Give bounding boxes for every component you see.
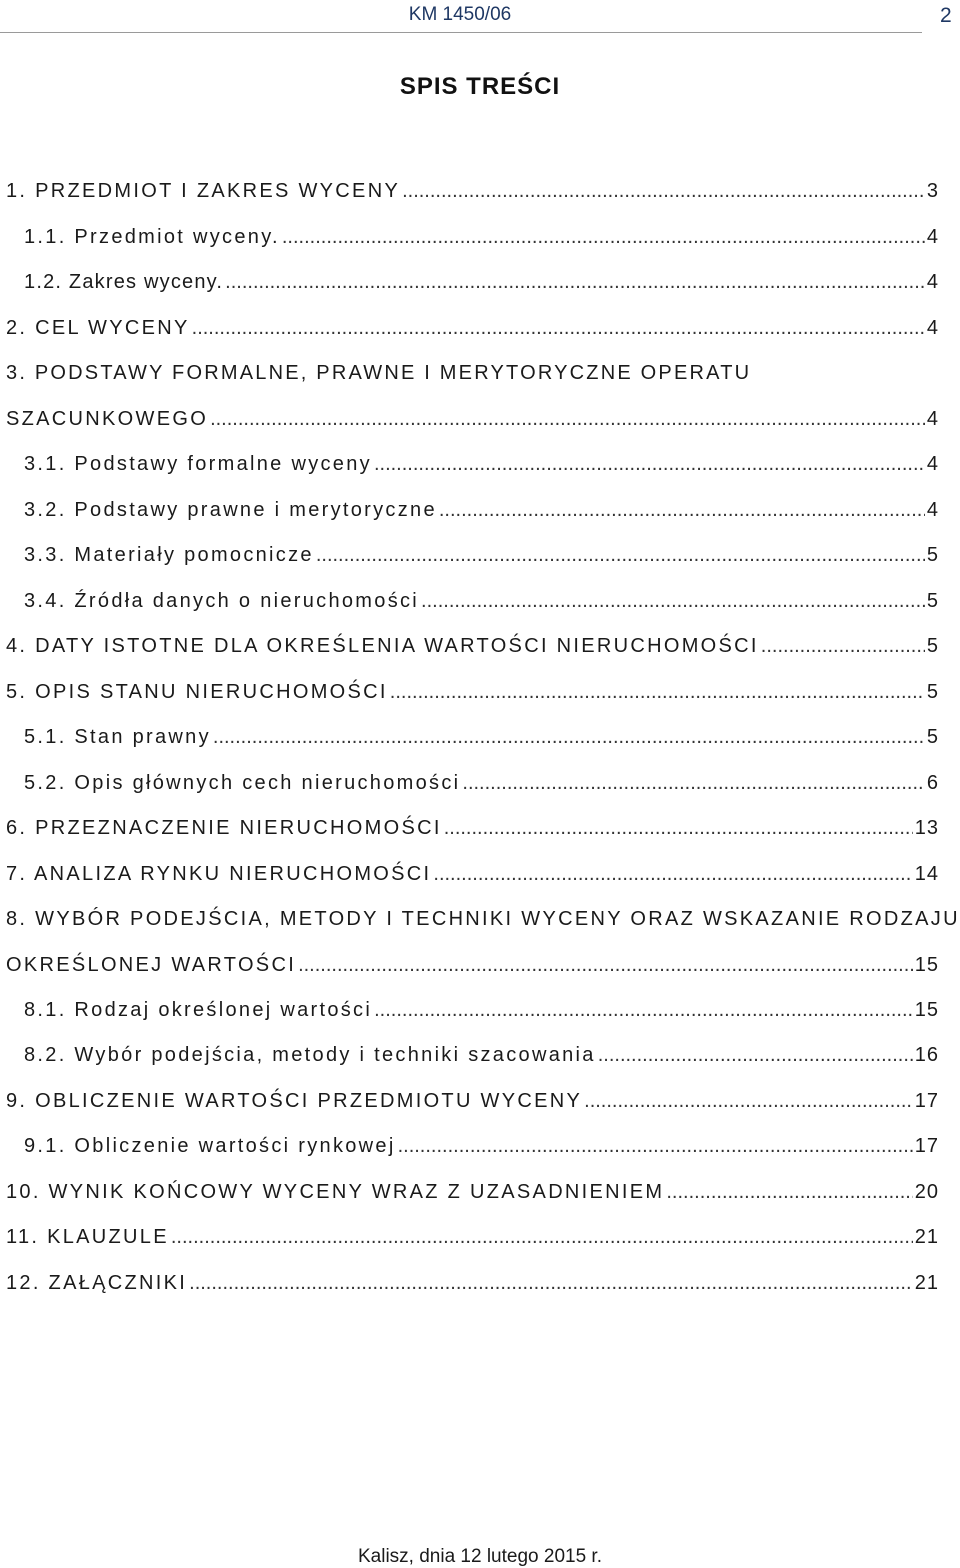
toc-entry-page: 5 bbox=[926, 681, 939, 703]
dot-leader bbox=[225, 270, 925, 294]
toc-entry[interactable] bbox=[24, 215, 939, 249]
dot-leader bbox=[439, 498, 925, 522]
toc-entry-label: 3.2. Podstawy prawne i merytoryczne bbox=[24, 499, 437, 521]
toc-entry-page: 5 bbox=[926, 544, 939, 566]
toc-entry[interactable] bbox=[24, 1124, 939, 1158]
toc-entry-page: 15 bbox=[914, 999, 939, 1021]
dot-leader bbox=[213, 725, 925, 749]
dot-leader bbox=[584, 1089, 913, 1113]
dot-leader bbox=[210, 407, 925, 431]
dot-leader bbox=[666, 1180, 912, 1204]
toc-entry-page: 4 bbox=[926, 499, 939, 521]
page-number: 2 bbox=[940, 4, 952, 27]
toc-entry-page: 15 bbox=[914, 954, 939, 976]
toc-entry-page: 4 bbox=[926, 453, 939, 475]
toc-entry[interactable] bbox=[6, 624, 939, 658]
dot-leader bbox=[398, 1134, 913, 1158]
toc-entry-page: 4 bbox=[926, 408, 939, 430]
toc-entry-page: 17 bbox=[914, 1135, 939, 1157]
toc-entry[interactable] bbox=[6, 670, 939, 704]
toc-entry[interactable] bbox=[6, 169, 939, 203]
toc-entry[interactable] bbox=[24, 442, 939, 476]
dot-leader bbox=[444, 816, 913, 840]
toc-entry-label: 12. ZAŁĄCZNIKI bbox=[6, 1272, 188, 1294]
toc-entry-label: 3.1. Podstawy formalne wyceny bbox=[24, 453, 372, 475]
toc-entry[interactable] bbox=[6, 397, 939, 431]
dot-leader bbox=[189, 1271, 913, 1295]
toc-entry[interactable] bbox=[24, 761, 939, 795]
toc-entry-label: 1.2. Zakres wyceny. bbox=[24, 271, 224, 293]
dot-leader bbox=[374, 998, 913, 1022]
toc-entry[interactable] bbox=[24, 260, 939, 294]
toc-entry-page: 21 bbox=[914, 1226, 939, 1248]
toc-entry-page: 4 bbox=[926, 271, 939, 293]
toc-entry[interactable] bbox=[6, 1261, 939, 1295]
toc-entry-page: 21 bbox=[914, 1272, 939, 1294]
toc-entry-label: 1.1. Przedmiot wyceny. bbox=[24, 226, 280, 248]
toc-entry-label: 8. WYBÓR PODEJŚCIA, METODY I TECHNIKI WYCENY ORAZ WSKAZANIE RODZAJU bbox=[6, 908, 960, 930]
toc-entry-label: 5.2. Opis głównych cech nieruchomości bbox=[24, 772, 461, 794]
toc-entry-page: 5 bbox=[926, 726, 939, 748]
toc-entry-label: SZACUNKOWEGO bbox=[6, 408, 209, 430]
toc-entry-page: 16 bbox=[914, 1044, 939, 1066]
dot-leader bbox=[421, 589, 925, 613]
toc-entry-page: 4 bbox=[926, 226, 939, 248]
toc-entry-page: 6 bbox=[926, 772, 939, 794]
toc-entry-page: 5 bbox=[926, 590, 939, 612]
toc-entry-label: 8.1. Rodzaj określonej wartości bbox=[24, 999, 373, 1021]
toc-entry[interactable] bbox=[24, 533, 939, 567]
dot-leader bbox=[192, 316, 925, 340]
toc-entry-label: 5.1. Stan prawny bbox=[24, 726, 211, 748]
toc-entry-heading-line[interactable] bbox=[6, 897, 960, 931]
header-divider bbox=[0, 32, 922, 33]
toc-entry[interactable] bbox=[24, 579, 939, 613]
toc-entry[interactable] bbox=[6, 1215, 939, 1249]
toc-entry-label: 7. ANALIZA RYNKU NIERUCHOMOŚCI bbox=[6, 863, 432, 885]
toc-entry-label: 2. CEL WYCENY bbox=[6, 317, 190, 339]
toc-entry-label: 11. KLAUZULE bbox=[6, 1226, 169, 1248]
dot-leader bbox=[298, 953, 913, 977]
toc-entry[interactable] bbox=[6, 1170, 939, 1204]
toc-entry-label: 6. PRZEZNACZENIE NIERUCHOMOŚCI bbox=[6, 817, 442, 839]
toc-entry-page: 5 bbox=[926, 635, 939, 657]
toc-entry-page: 17 bbox=[914, 1090, 939, 1112]
dot-leader bbox=[171, 1225, 913, 1249]
toc-entry-page: 4 bbox=[926, 317, 939, 339]
toc-entry-label: 1. PRZEDMIOT I ZAKRES WYCENY bbox=[6, 180, 401, 202]
toc-entry-label: 5. OPIS STANU NIERUCHOMOŚCI bbox=[6, 681, 388, 703]
toc-entry[interactable] bbox=[24, 1033, 939, 1067]
dot-leader bbox=[761, 634, 925, 658]
document-reference: KM 1450/06 bbox=[408, 4, 512, 25]
toc-entry-label: 9. OBLICZENIE WARTOŚCI PRZEDMIOTU WYCENY bbox=[6, 1090, 583, 1112]
toc-entry[interactable] bbox=[6, 306, 939, 340]
page-title: SPIS TREŚCI bbox=[399, 73, 561, 100]
toc-entry-label: 3.4. Źródła danych o nieruchomości bbox=[24, 590, 420, 612]
toc-entry[interactable] bbox=[6, 806, 939, 840]
toc-entry-label: 3. PODSTAWY FORMALNE, PRAWNE I MERYTORYCZNE OPERATU bbox=[6, 362, 752, 384]
toc-entry[interactable] bbox=[24, 488, 939, 522]
toc-entry-label: 8.2. Wybór podejścia, metody i techniki szacowania bbox=[24, 1044, 596, 1066]
dot-leader bbox=[598, 1043, 913, 1067]
toc-entry[interactable] bbox=[6, 943, 939, 977]
toc-entry-label: OKREŚLONEJ WARTOŚCI bbox=[6, 954, 297, 976]
toc-entry-label: 9.1. Obliczenie wartości rynkowej bbox=[24, 1135, 396, 1157]
toc-entry-page: 14 bbox=[914, 863, 939, 885]
dot-leader bbox=[374, 452, 925, 476]
toc-entry-page: 3 bbox=[926, 180, 939, 202]
dot-leader bbox=[462, 771, 924, 795]
toc-entry[interactable] bbox=[6, 852, 939, 886]
toc-entry[interactable] bbox=[24, 988, 939, 1022]
footer-place-date: Kalisz, dnia 12 lutego 2015 r. bbox=[357, 1546, 602, 1567]
dot-leader bbox=[433, 862, 912, 886]
dot-leader bbox=[282, 225, 925, 249]
toc-entry-label: 3.3. Materiały pomocnicze bbox=[24, 544, 314, 566]
toc-entry-label: 4. DATY ISTOTNE DLA OKREŚLENIA WARTOŚCI NIERUCHOMOŚCI bbox=[6, 635, 759, 657]
dot-leader bbox=[316, 543, 925, 567]
toc-entry-page: 13 bbox=[914, 817, 939, 839]
toc-entry-page: 20 bbox=[914, 1181, 939, 1203]
dot-leader bbox=[402, 179, 925, 203]
toc-entry[interactable] bbox=[24, 715, 939, 749]
dot-leader bbox=[390, 680, 925, 704]
toc-entry-label: 10. WYNIK KOŃCOWY WYCENY WRAZ Z UZASADNIENIEM bbox=[6, 1181, 665, 1203]
toc-entry-heading-line[interactable] bbox=[6, 351, 751, 385]
toc-entry[interactable] bbox=[6, 1079, 939, 1113]
